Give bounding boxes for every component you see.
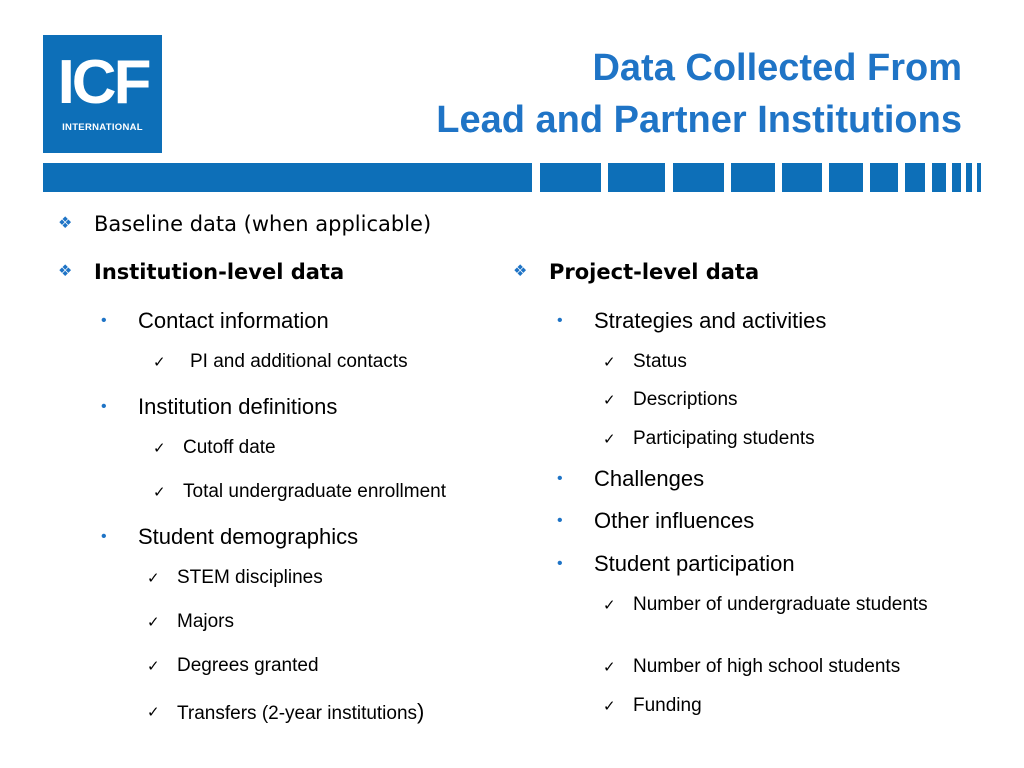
header-stripe — [43, 163, 532, 192]
title-line-1: Data Collected From — [592, 47, 962, 89]
institution-item — [177, 700, 424, 726]
slide-title — [436, 42, 962, 146]
stripe-block — [966, 163, 972, 192]
stripe-block — [870, 163, 898, 192]
stripe-block — [905, 163, 925, 192]
stripe-block — [540, 163, 601, 192]
project-item: Funding — [633, 695, 702, 716]
institution-item: Degrees granted — [177, 655, 319, 676]
project-group-label: Other influences — [594, 508, 755, 533]
stripe-block — [932, 163, 946, 192]
bullet-dot: • — [101, 312, 107, 329]
project-item: Participating students — [633, 428, 815, 449]
institution-item-text: Transfers (2-year institutions — [177, 703, 418, 724]
checkmark-icon: ✓ — [147, 569, 160, 587]
baseline-bullet: Baseline data (when applicable) — [94, 212, 432, 236]
institution-group-label: Institution definitions — [138, 394, 338, 419]
checkmark-icon: ✓ — [147, 657, 160, 675]
checkmark-icon: ✓ — [603, 596, 616, 614]
stripe-block — [977, 163, 981, 192]
project-heading: Project-level data — [549, 260, 760, 284]
bullet-dot: • — [557, 555, 563, 572]
diamond-bullet-icon: ❖ — [513, 263, 528, 280]
checkmark-icon: ✓ — [147, 613, 160, 631]
stripe-block — [952, 163, 961, 192]
stripe-block — [782, 163, 822, 192]
checkmark-icon: ✓ — [603, 697, 616, 715]
project-item: Number of high school students — [633, 656, 901, 677]
institution-heading: Institution-level data — [94, 260, 345, 284]
bullet-dot: • — [557, 512, 563, 529]
bullet-dot: • — [557, 470, 563, 487]
checkmark-icon: ✓ — [153, 353, 166, 371]
stripe-block — [731, 163, 775, 192]
stripe-block — [829, 163, 863, 192]
checkmark-icon: ✓ — [147, 703, 160, 721]
project-group-label: Challenges — [594, 466, 705, 491]
institution-item: Cutoff date — [183, 437, 276, 458]
logo-subtitle: INTERNATIONAL — [62, 122, 143, 133]
project-item: Status — [633, 351, 687, 372]
diamond-bullet-icon: ❖ — [58, 215, 73, 232]
checkmark-icon: ✓ — [603, 391, 616, 409]
checkmark-icon: ✓ — [603, 658, 616, 676]
bullet-dot: • — [101, 398, 107, 415]
institution-item: Total undergraduate enrollment — [183, 481, 447, 502]
icf-logo — [43, 35, 162, 153]
title-line-2: Lead and Partner Institutions — [436, 99, 962, 141]
project-item: Number of undergraduate students — [633, 594, 928, 615]
institution-item: STEM disciplines — [177, 567, 323, 588]
checkmark-icon: ✓ — [603, 353, 616, 371]
closing-paren: ) — [417, 699, 425, 724]
institution-item: Majors — [177, 611, 235, 632]
checkmark-icon: ✓ — [153, 439, 166, 457]
diamond-bullet-icon: ❖ — [58, 263, 73, 280]
project-group-label: Strategies and activities — [594, 308, 827, 333]
logo-mark: ICF — [57, 48, 149, 117]
bullet-dot: • — [101, 528, 107, 545]
stripe-block — [608, 163, 665, 192]
institution-group-label: Contact information — [138, 308, 329, 333]
project-group-label: Student participation — [594, 551, 795, 576]
project-item: Descriptions — [633, 389, 738, 410]
institution-item: PI and additional contacts — [190, 351, 408, 372]
checkmark-icon: ✓ — [603, 430, 616, 448]
stripe-block — [673, 163, 724, 192]
bullet-dot: • — [557, 312, 563, 329]
institution-group-label: Student demographics — [138, 524, 359, 549]
checkmark-icon: ✓ — [153, 483, 166, 501]
